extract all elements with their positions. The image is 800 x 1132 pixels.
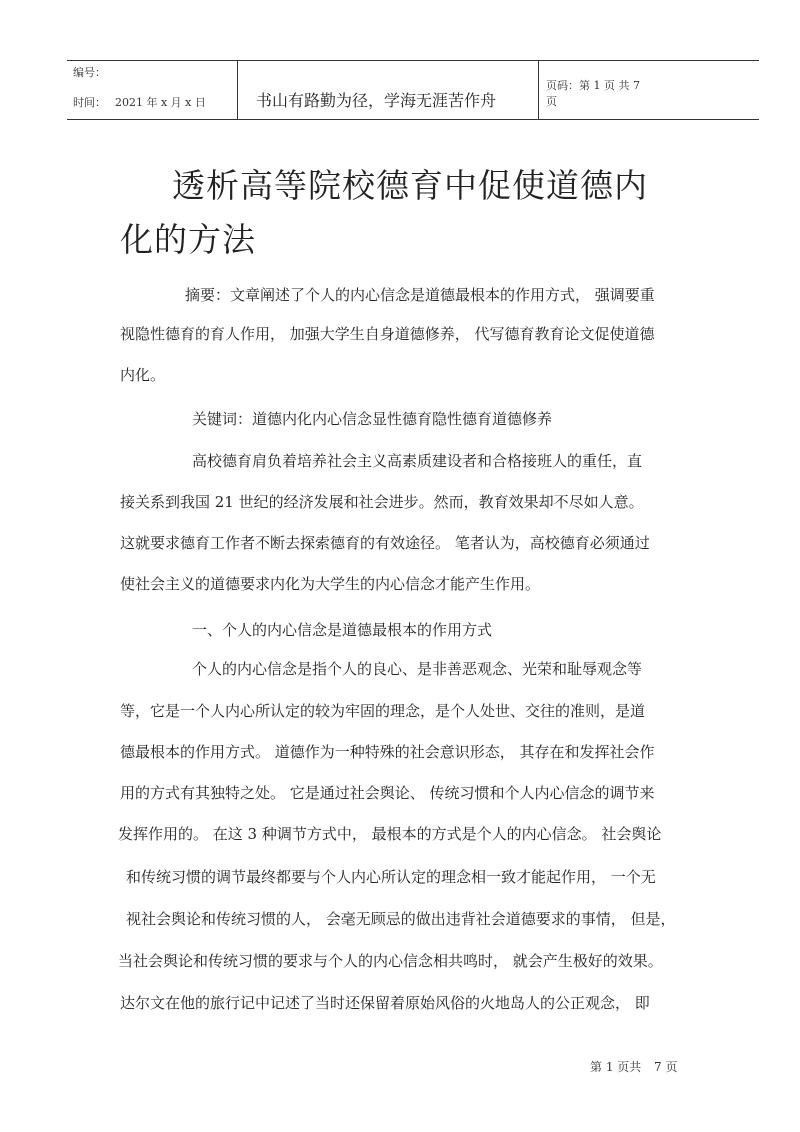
abstract-line-1: 摘要：文章阐述了个人的内心信念是道德最根本的作用方式， 强调要重	[185, 286, 655, 304]
header-motto-cell	[237, 61, 539, 119]
paragraph-line: 发挥作用的。 在这 3 种调节方式中， 最根本的方式是个人的内心信念。 社会舆论	[118, 825, 662, 843]
paragraph-line: 和传统习惯的调节最终都要与个人内心所认定的理念相一致才能起作用， 一个无	[126, 868, 656, 886]
paragraph-line: 达尔文在他的旅行记中记述了当时还保留着原始风俗的火地岛人的公正观念， 即	[120, 994, 650, 1012]
paragraph-line: 德最根本的作用方式。 道德作为一种特殊的社会意识形态， 其存在和发挥社会作	[120, 743, 655, 761]
paragraph-line: 使社会主义的道德要求内化为大学生的内心信念才能产生作用。	[120, 575, 541, 593]
date-value: 2021 年 x 月 x 日	[115, 96, 206, 109]
footer-page-number: 第 1 页共	[590, 1060, 642, 1074]
section-heading: 一、个人的内心信念是道德最根本的作用方式	[192, 621, 493, 639]
number-label: 编号：	[73, 66, 106, 79]
title-line-1: 透析高等院校德育中促使道德内	[172, 166, 648, 205]
footer-total-pages: 7 页	[654, 1060, 678, 1074]
abstract-line-3: 内化。	[120, 366, 166, 384]
document-header	[67, 60, 759, 120]
header-info-cell	[67, 61, 237, 119]
paragraph-line: 接关系到我国 21 世纪的经济发展和社会进步。然而，教育效果却不尽如人意。	[120, 493, 644, 511]
paragraph-line: 这就要求德育工作者不断去探索德育的有效途径。 笔者认为，高校德育必须通过	[120, 534, 650, 552]
paragraph-line: 用的方式有其独特之处。 它是通过社会舆论、 传统习惯和个人内心信念的调节来	[120, 784, 655, 802]
paragraph-line: 视社会舆论和传统习惯的人， 会毫无顾忌的做出违背社会道德要求的事情， 但是，	[126, 910, 676, 928]
abstract-line-2: 视隐性德育的育人作用， 加强大学生自身道德修养， 代写德育教育论文促使道德	[120, 325, 655, 343]
page-info-line1: 页码：第 1 页 共 7	[546, 79, 640, 92]
paragraph-line: 等，它是一个人内心所认定的较为牢固的理念，是个人处世、交往的准则，是道	[120, 702, 646, 720]
motto-text: 书山有路勤为径，学海无涯苦作舟	[256, 91, 497, 110]
page-info-line2: 页	[546, 95, 557, 108]
header-page-cell	[538, 61, 758, 119]
paragraph-line: 高校德育肩负着培养社会主义高素质建设者和合格接班人的重任，直	[192, 452, 643, 470]
title-line-2: 化的方法	[120, 220, 256, 259]
time-label: 时间：	[73, 96, 106, 109]
keywords-line: 关键词：道德内化内心信念显性德育隐性德育道德修养	[192, 410, 553, 428]
paragraph-line: 当社会舆论和传统习惯的要求与个人的内心信念相共鸣时， 就会产生极好的效果。	[118, 952, 663, 970]
paragraph-line: 个人的内心信念是指个人的良心、是非善恶观念、光荣和耻辱观念等	[192, 660, 643, 678]
